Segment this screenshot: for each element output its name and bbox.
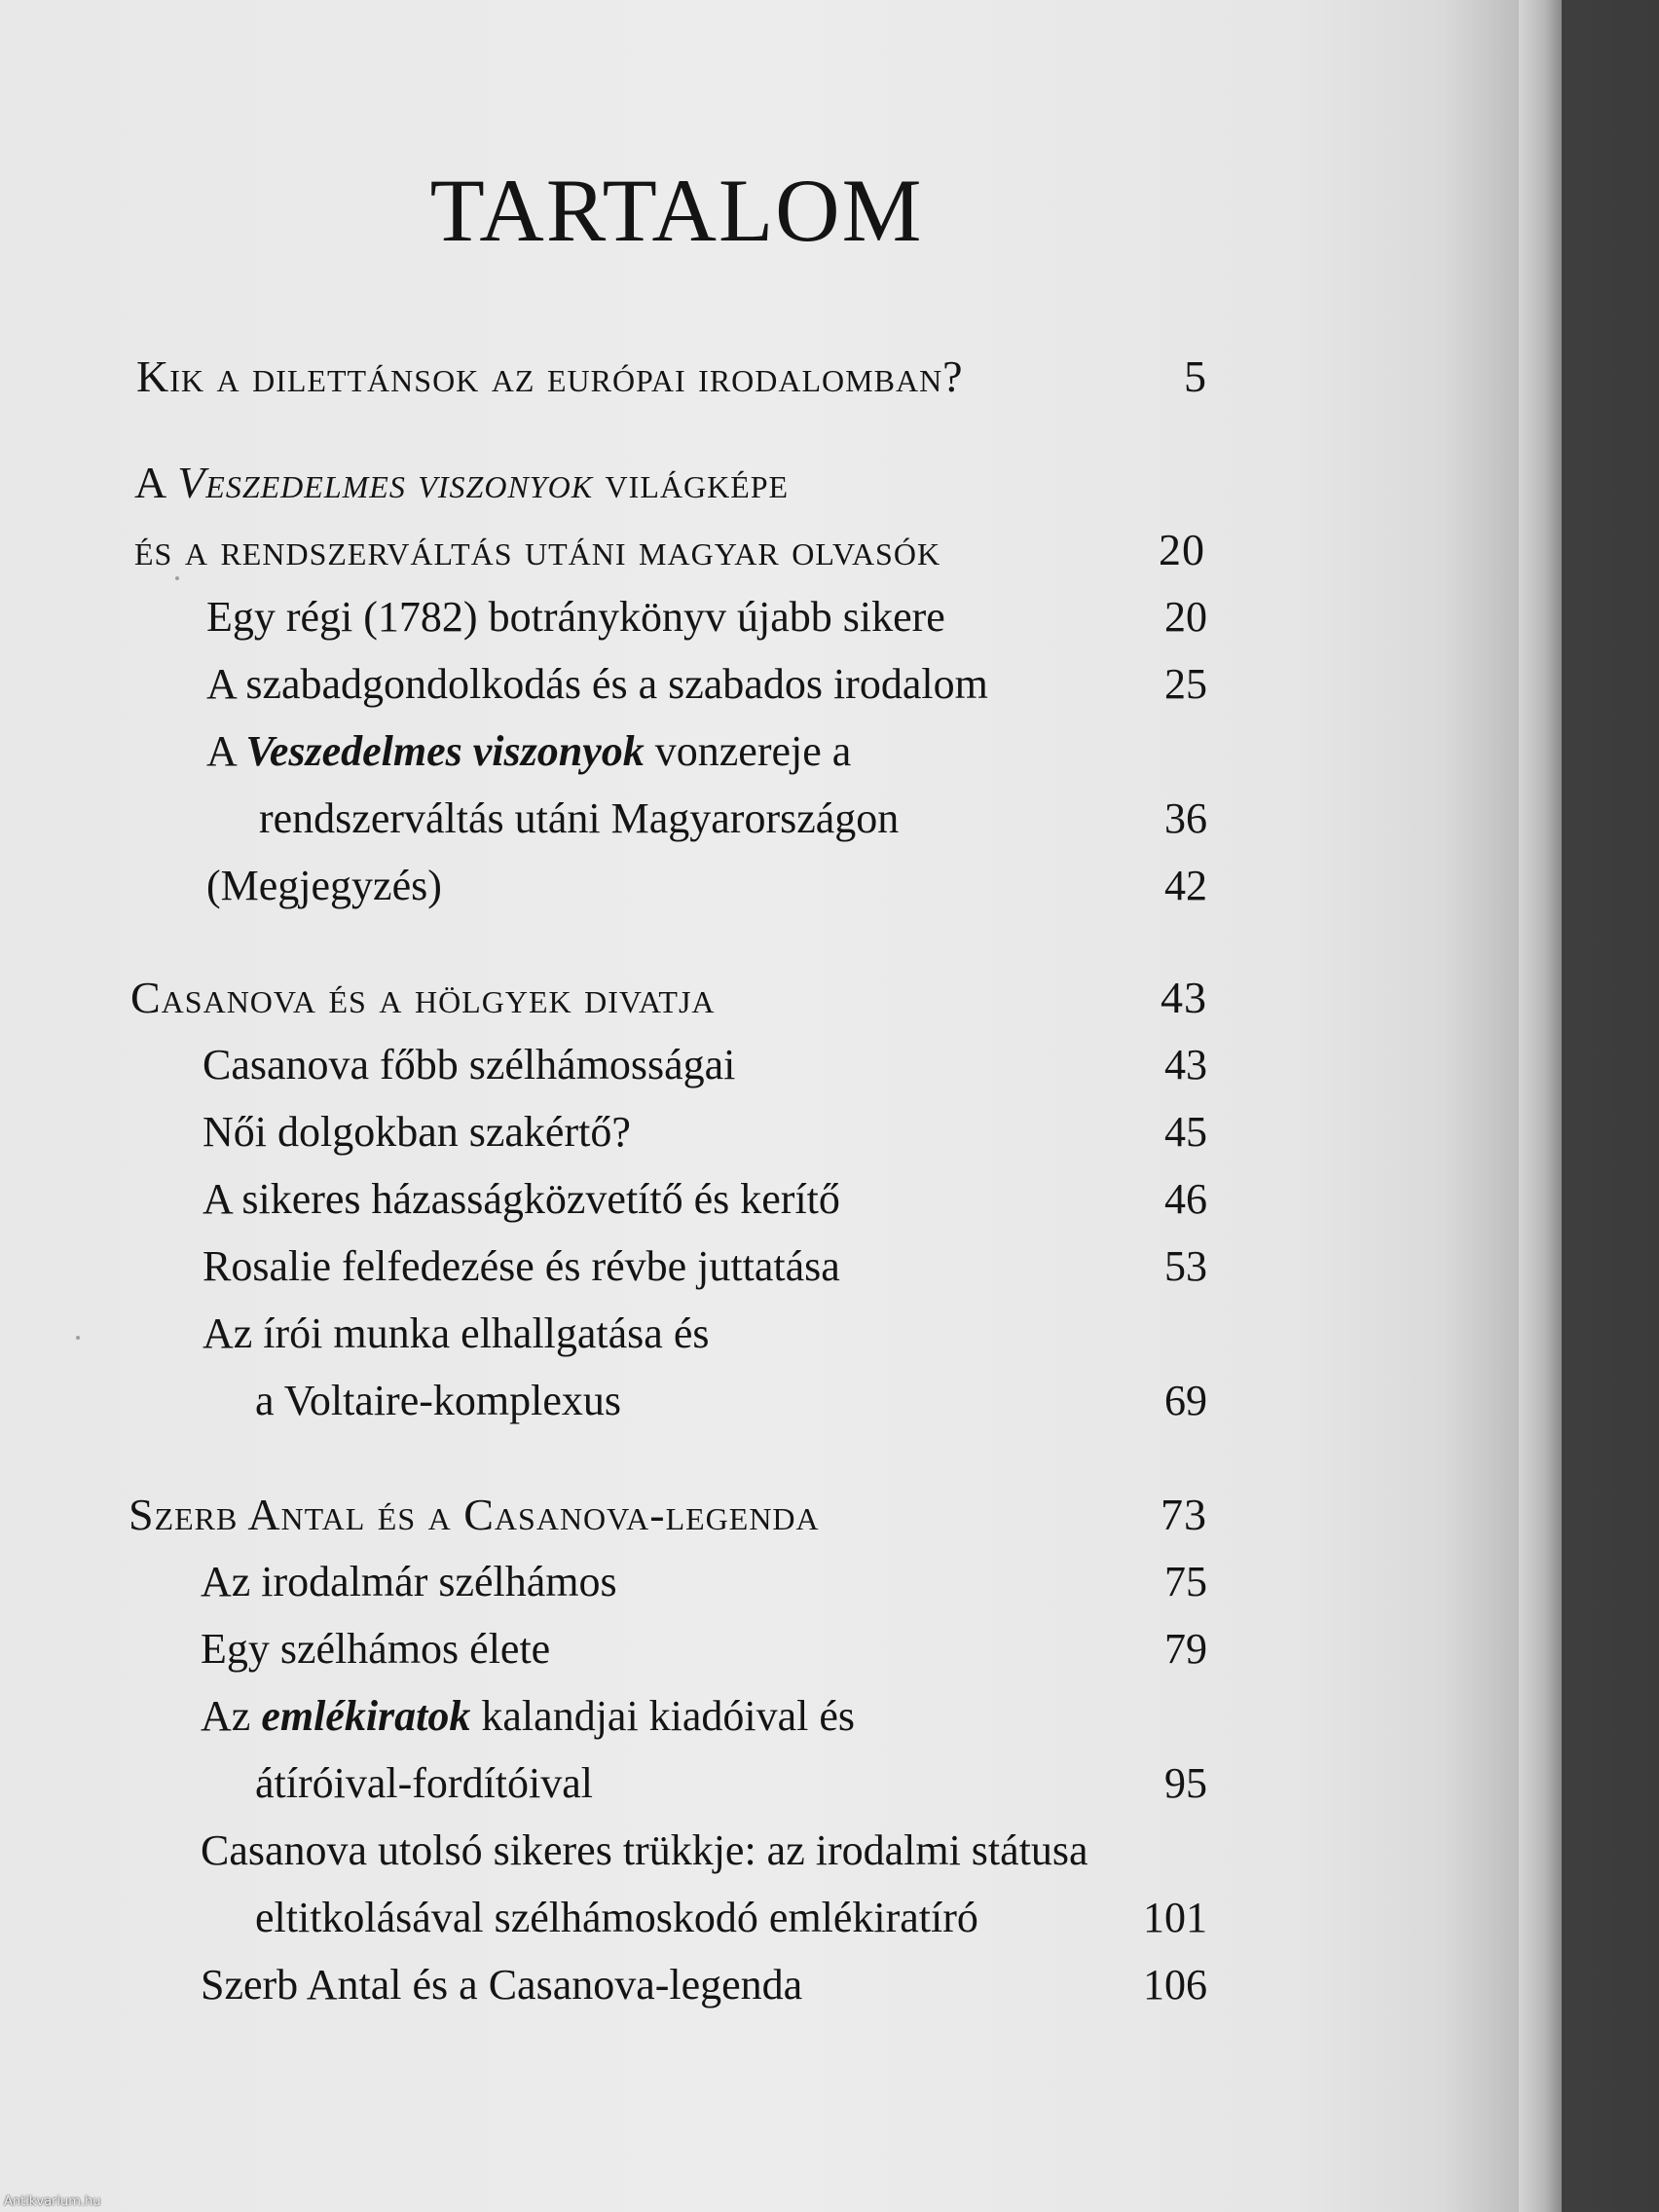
toc-entry-section [130,964,1207,1032]
toc-entry-continued [259,785,1207,853]
page-number: 69 [1164,1377,1207,1424]
entry-title-line2: eltitkolásával szélhámoskodó emlékiratíró [255,1894,978,1941]
book-title-italic: Veszedelmes viszonyok [245,727,645,775]
toc-entry [203,1300,1207,1368]
toc-entry [201,1682,1207,1751]
section-title: Szerb Antal és a Casanova-legenda [129,1490,820,1539]
toc-title: TARTALOM [429,160,924,260]
toc-entry-continued [255,1367,1207,1435]
toc-entry [206,650,1207,719]
section-title: Kik a dilettánsok az európai irodalomban? [136,351,964,401]
entry-title: Női dolgokban szakértő? [203,1108,631,1156]
page-number: 101 [1143,1894,1207,1941]
entry-title: A sikeres házasságközvetítő és kerítő [203,1175,840,1223]
toc-entry-section-continued [134,516,1205,584]
toc-entry-continued [255,1884,1207,1952]
entry-title-part: Az [201,1692,262,1740]
section-title: Casanova és a hölgyek divatja [130,973,716,1022]
page-number: 53 [1164,1242,1207,1290]
book-title-italic: emlékiratok [261,1692,471,1740]
entry-title-part: kalandjai kiadóival és [470,1692,856,1740]
page-number: 73 [1161,1490,1207,1539]
page-number: 75 [1164,1558,1207,1605]
entry-title: Az irodalmár szélhámos [201,1558,617,1605]
book-title-italic: Veszedelmes viszonyok [177,458,594,507]
page-number: 20 [1164,593,1207,641]
entry-title: Casanova utolsó sikeres trükkje: az irodalmi státusa [201,1826,1088,1874]
entry-title: (Megjegyzés) [206,862,442,909]
toc-entry-section [134,449,1205,517]
watermark: Antikvarium.hu [4,2194,101,2209]
page-number: 43 [1161,973,1207,1022]
entry-title-line2: rendszerváltás utáni Magyarországon [259,794,900,842]
page-edge [1519,0,1562,2212]
entry-title: Az írói munka elhallgatása és [203,1309,710,1357]
entry-title: Egy szélhámos élete [201,1625,551,1673]
page-number: 20 [1159,525,1205,574]
paper-speck [175,576,179,580]
entry-title: Rosalie felfedezése és révbe juttatása [203,1242,840,1290]
toc-entry-section [129,1481,1207,1549]
toc-entry [201,1817,1207,1885]
page-number: 42 [1164,862,1207,909]
section-title-part: A [134,458,178,507]
entry-title-line2: a Voltaire-komplexus [255,1377,621,1424]
page-number: 79 [1164,1625,1207,1673]
toc-entry [201,1615,1207,1683]
toc-entry [201,1548,1207,1616]
entry-title-part: A [206,727,246,775]
page-number: 45 [1164,1108,1207,1156]
toc-entry-section [136,343,1207,411]
page-number: 46 [1164,1175,1207,1223]
toc-entry [203,1031,1207,1099]
section-title-part: világképe [593,458,790,507]
page-number: 95 [1164,1759,1207,1807]
page-number: 25 [1164,660,1207,708]
page-number: 106 [1143,1961,1207,2009]
page-number: 36 [1164,794,1207,842]
toc-entry [206,718,1207,786]
paper-speck [76,1336,80,1340]
toc-entry [206,852,1207,920]
entry-title: Casanova főbb szélhámosságai [203,1041,736,1088]
entry-title: Szerb Antal és a Casanova-legenda [201,1961,803,2009]
section-title-line2: és a rendszerváltás utáni magyar olvasók [134,525,941,574]
page-number: 43 [1164,1041,1207,1088]
toc-entry [201,1951,1207,2019]
entry-title-line2: átíróival-fordítóival [255,1759,593,1807]
entry-title: Egy régi (1782) botránykönyv újabb sikere [206,593,945,641]
entry-title: A szabadgondolkodás és a szabados irodalom [206,660,988,708]
toc-entry [203,1165,1207,1234]
entry-title-part: vonzereje a [644,727,852,775]
toc-entry-continued [255,1750,1207,1818]
toc-entry [206,583,1207,651]
toc-entry [203,1233,1207,1301]
page-number: 5 [1184,351,1207,401]
toc-entry [203,1098,1207,1166]
